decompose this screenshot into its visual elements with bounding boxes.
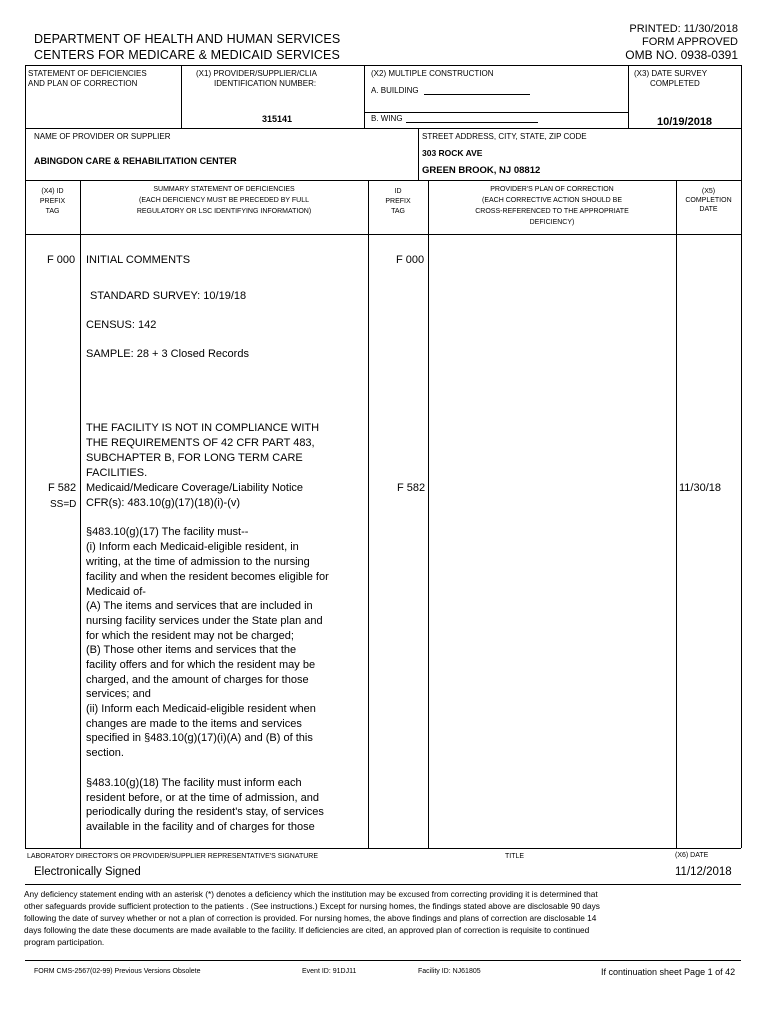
signature-label: LABORATORY DIRECTOR'S OR PROVIDER/SUPPLIER REPRESENTATIVE'S SIGNATURE: [27, 853, 319, 860]
x1-value: 315141: [262, 114, 293, 124]
census: CENSUS: 142: [86, 319, 157, 331]
completion-date: 11/30/18: [679, 482, 722, 494]
plan-header-3: CROSS-REFERENCED TO THE APPROPRIATE: [475, 208, 629, 215]
street-address: 303 ROCK AVE: [422, 148, 483, 158]
box1-divider-2: [364, 65, 365, 128]
page-number: If continuation sheet Page 1 of 42: [601, 967, 736, 977]
tag-f582-right: F 582: [397, 482, 426, 494]
standard-survey: STANDARD SURVEY: 10/19/18: [90, 290, 247, 302]
plan-header-2: (EACH CORRECTIVE ACTION SHOULD BE: [481, 197, 623, 204]
statement-label-2: AND PLAN OF CORRECTION: [28, 79, 138, 88]
facility-line-2: THE REQUIREMENTS OF 42 CFR PART 483,: [86, 437, 315, 449]
x2-label: (X2) MULTIPLE CONSTRUCTION: [371, 69, 494, 78]
box1-divider-1: [181, 65, 182, 128]
x4-header-3: TAG: [45, 208, 60, 215]
para2-line: periodically during the resident's stay, of services: [86, 806, 324, 818]
disclaimer-bottom-border: [25, 960, 741, 961]
plan-header-1: PROVIDER'S PLAN OF CORRECTION: [490, 186, 614, 193]
disclaimer-line: Any deficiency statement ending with an asterisk (*) denotes a deficiency which the institution may be excused from correcting providing it is determined that: [24, 889, 598, 899]
id-header-3: TAG: [391, 208, 405, 215]
para1-line: charged, and the amount of charges for those: [86, 674, 309, 686]
department-title: DEPARTMENT OF HEALTH AND HUMAN SERVICES: [34, 32, 341, 46]
para1-line: changes are made to the items and services: [86, 718, 302, 730]
tag-f000-right: F 000: [396, 254, 425, 266]
event-id: Event ID: 91DJ11: [302, 968, 357, 975]
box2-bottom-border: [25, 180, 741, 181]
signature-bottom-border: [25, 884, 741, 885]
right-border: [741, 65, 742, 848]
provider-label: NAME OF PROVIDER OR SUPPLIER: [34, 132, 171, 141]
wing-label: B. WING: [371, 114, 403, 123]
para1-line: for which the resident may not be charged;: [86, 630, 294, 642]
para1-line: (ii) Inform each Medicaid-eligible resident when: [86, 703, 316, 715]
summary-header-1: SUMMARY STATEMENT OF DEFICIENCIES: [153, 186, 295, 193]
facility-line-1: THE FACILITY IS NOT IN COMPLIANCE WITH: [86, 422, 320, 434]
para1-line: facility offers and for which the resident may be: [86, 659, 316, 671]
form-number: FORM CMS-2567(02-99) Previous Versions Obsolete: [34, 968, 201, 975]
x4-header-2: PREFIX: [39, 198, 66, 205]
para1-line: facility and when the resident becomes eligible for: [86, 571, 329, 583]
medicaid-title: Medicaid/Medicare Coverage/Liability Notice: [86, 482, 304, 494]
wing-underline: [406, 122, 538, 123]
para1-line: §483.10(g)(17) The facility must--: [86, 526, 249, 538]
x5-header-2: COMPLETION: [685, 197, 732, 204]
facility-id: Facility ID: NJ61805: [418, 968, 481, 975]
wing-divider: [364, 112, 628, 113]
id-header-2: PREFIX: [385, 198, 411, 205]
para1-line: services; and: [86, 688, 151, 700]
column-header-bottom: [25, 234, 741, 235]
disclaimer-line: following the date of survey whether or not a plan of correction is provided. For nursing homes, the above findings and plans of correction are disclosable 14: [24, 913, 597, 923]
address-label: STREET ADDRESS, CITY, STATE, ZIP CODE: [422, 132, 587, 141]
initial-comments: INITIAL COMMENTS: [86, 254, 191, 266]
para1-line: specified in §483.10(g)(17)(i)(A) and (B) of this: [86, 732, 313, 744]
facility-line-3: SUBCHAPTER B, FOR LONG TERM CARE: [86, 452, 303, 464]
scope-severity: SS=D: [50, 499, 77, 510]
col-divider-4: [676, 180, 677, 848]
para1-line: (B) Those other items and services that the: [86, 644, 297, 656]
para2-line: §483.10(g)(18) The facility must inform each: [86, 777, 302, 789]
disclaimer-line: days following the date these documents are made available to the facility. If deficiencies are cited, an approved plan of correction is requisite to continued: [24, 925, 590, 935]
para1-line: (A) The items and services that are included in: [86, 600, 313, 612]
para1-line: section.: [86, 747, 124, 759]
top-border: [25, 65, 741, 66]
box1-bottom-border: [25, 128, 741, 129]
left-border: [25, 65, 26, 848]
building-label: A. BUILDING: [371, 86, 419, 95]
body-bottom-border: [25, 848, 741, 849]
centers-title: CENTERS FOR MEDICARE & MEDICAID SERVICES: [34, 48, 340, 62]
x5-header-1: (X5): [701, 188, 716, 195]
building-underline: [424, 94, 530, 95]
x1-label-1: (X1) PROVIDER/SUPPLIER/CLIA: [196, 69, 317, 78]
facility-line-4: FACILITIES.: [86, 467, 148, 479]
box1-divider-3: [628, 65, 629, 128]
para2-line: resident before, or at the time of admission, and: [86, 792, 319, 804]
summary-header-3: REGULATORY OR LSC IDENTIFYING INFORMATION): [136, 208, 312, 215]
x4-header-1: (X4) ID: [41, 188, 64, 195]
disclaimer-line: program participation.: [24, 937, 105, 947]
summary-header-2: (EACH DEFICIENCY MUST BE PRECEDED BY FULL: [139, 197, 309, 204]
provider-name: ABINGDON CARE & REHABILITATION CENTER: [34, 156, 237, 166]
x1-label-2: IDENTIFICATION NUMBER:: [214, 79, 317, 88]
col-divider-1: [80, 180, 81, 848]
tag-f582-left: F 582: [48, 482, 77, 494]
id-header-1: ID: [394, 188, 402, 195]
para1-line: nursing facility services under the State plan and: [86, 615, 323, 627]
city-state-zip: GREEN BROOK, NJ 08812: [422, 165, 541, 176]
x3-label-2: COMPLETED: [650, 79, 700, 88]
title-label: TITLE: [505, 853, 525, 860]
para1-line: (i) Inform each Medicaid-eligible resident, in: [86, 541, 299, 553]
form-approved: FORM APPROVED: [642, 36, 738, 48]
tag-f000-left: F 000: [47, 254, 76, 266]
disclaimer-line: other safeguards provide sufficient protection to the patients . (See instructions.) Except for nursing homes, the findings stated above are disclosable 90 days: [24, 901, 600, 911]
printed-date: PRINTED: 11/30/2018: [629, 23, 738, 35]
electronic-signature: Electronically Signed: [34, 866, 141, 878]
para1-line: Medicaid of-: [86, 586, 146, 598]
x3-label-1: (X3) DATE SURVEY: [634, 69, 708, 78]
signature-date: 11/12/2018: [675, 866, 732, 878]
statement-label-1: STATEMENT OF DEFICIENCIES: [28, 69, 147, 78]
col-divider-2: [368, 180, 369, 848]
x5-header-3: DATE: [699, 206, 718, 213]
date-label: (X6) DATE: [675, 852, 709, 859]
x3-value: 10/19/2018: [657, 116, 713, 128]
plan-header-4: DEFICIENCY): [529, 219, 575, 226]
sample: SAMPLE: 28 + 3 Closed Records: [86, 348, 249, 360]
omb-number: OMB NO. 0938-0391: [625, 48, 738, 62]
para1-line: writing, at the time of admission to the nursing: [86, 556, 310, 568]
cfr-reference: CFR(s): 483.10(g)(17)(18)(i)-(v): [86, 497, 241, 509]
para2-line: available in the facility and of charges for those: [86, 821, 315, 833]
col-divider-3: [428, 180, 429, 848]
box2-divider: [418, 128, 419, 180]
